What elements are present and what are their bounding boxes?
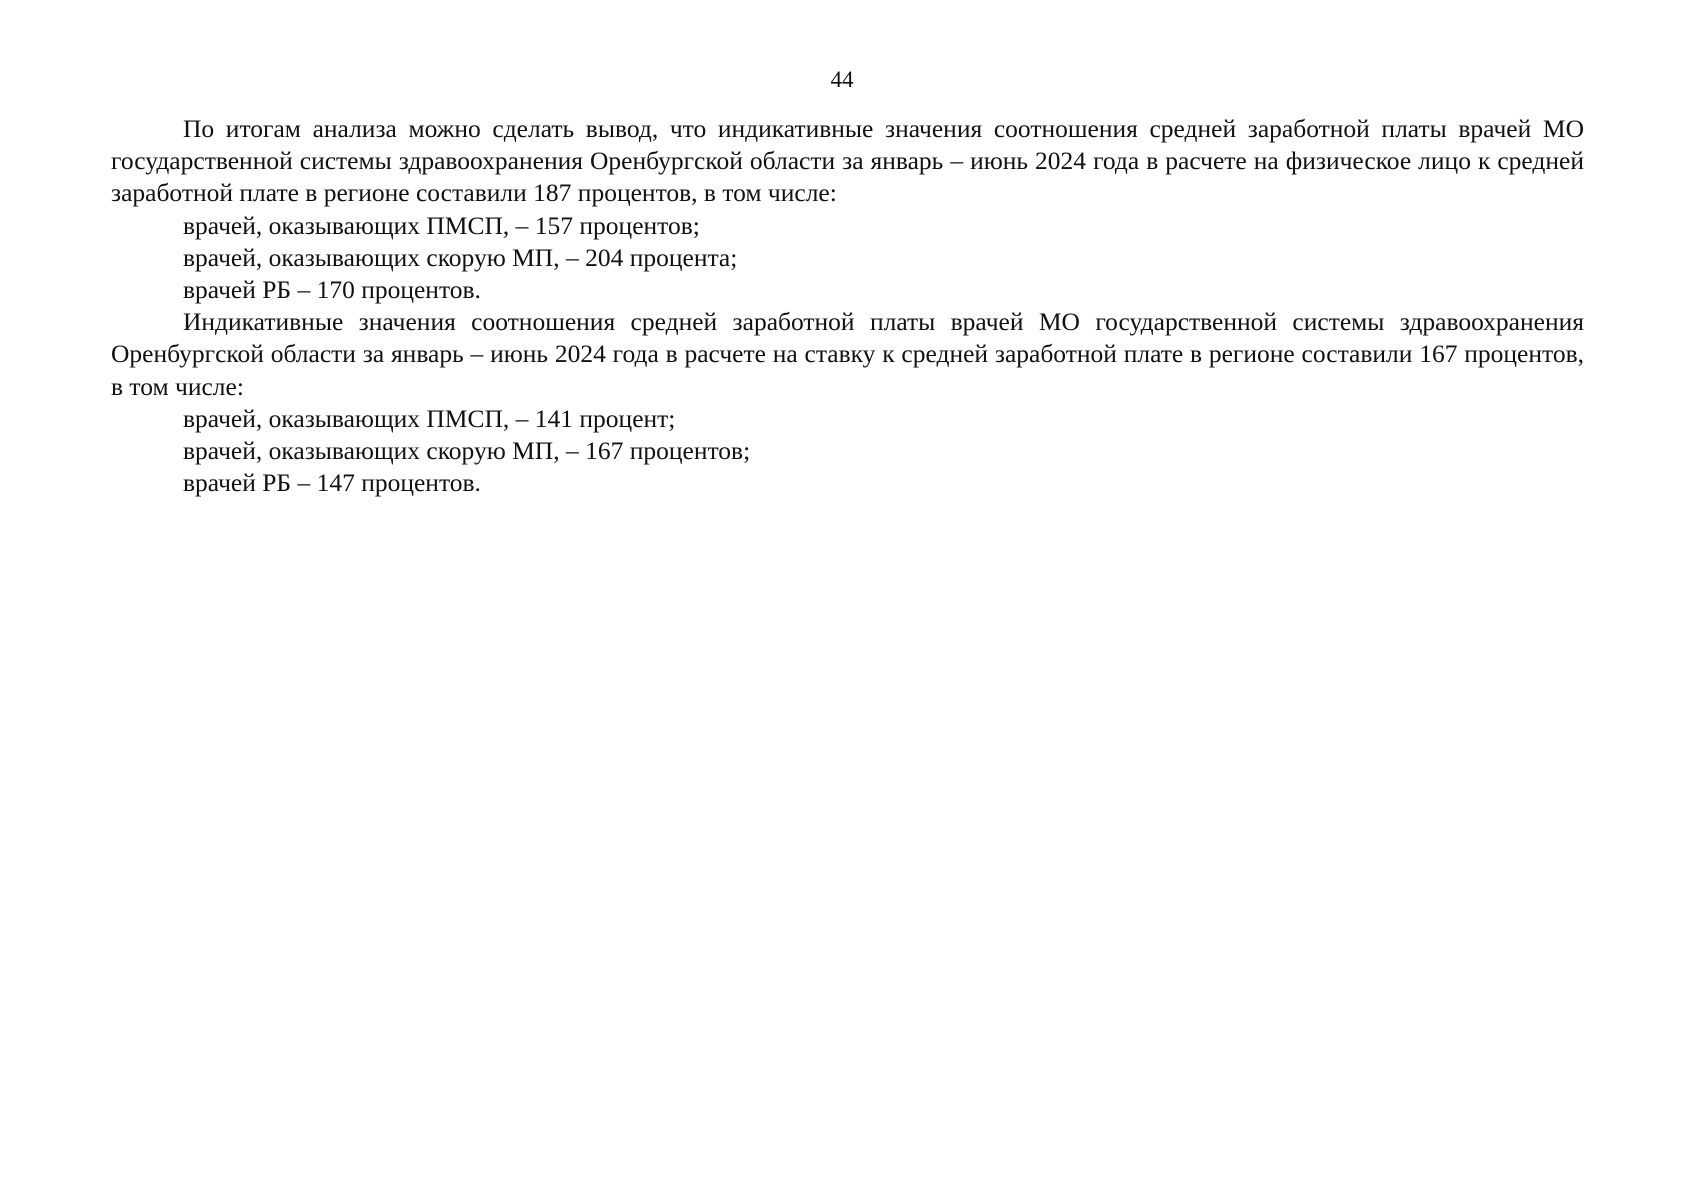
list-item-pmsp-per-rate: врачей, оказывающих ПМСП, – 141 процент;: [183, 403, 676, 433]
page-number: 44: [830, 67, 854, 92]
list-item-rb-per-person: врачей РБ – 170 процентов.: [183, 275, 481, 305]
list-item-emergency-per-rate: врачей, оказывающих скорую МП, – 167 процентов;: [183, 436, 751, 466]
paragraph-per-person: По итогам анализа можно сделать вывод, что индикативные значения соотношения средней заработной платы врачей МО государственной системы здравоохранения Оренбургской области за январь – июнь 2024 года в расчете на физическое лицо к средней заработной плате в регионе составили 187 процентов, в том числе:: [111, 114, 1584, 208]
document-body: [111, 113, 1584, 499]
list-item-rb-per-rate: врачей РБ – 147 процентов.: [183, 468, 481, 498]
paragraph-per-rate: Индикативные значения соотношения средней заработной платы врачей МО государственной системы здравоохранения Оренбургской области за январь – июнь 2024 года в расчете на ставку к средней заработной плате в регионе составили 167 процентов, в том числе:: [111, 307, 1584, 401]
list-item-emergency-per-person: врачей, оказывающих скорую МП, – 204 процента;: [183, 242, 738, 272]
list-item-pmsp-per-person: врачей, оказывающих ПМСП, – 157 процентов;: [183, 210, 700, 240]
